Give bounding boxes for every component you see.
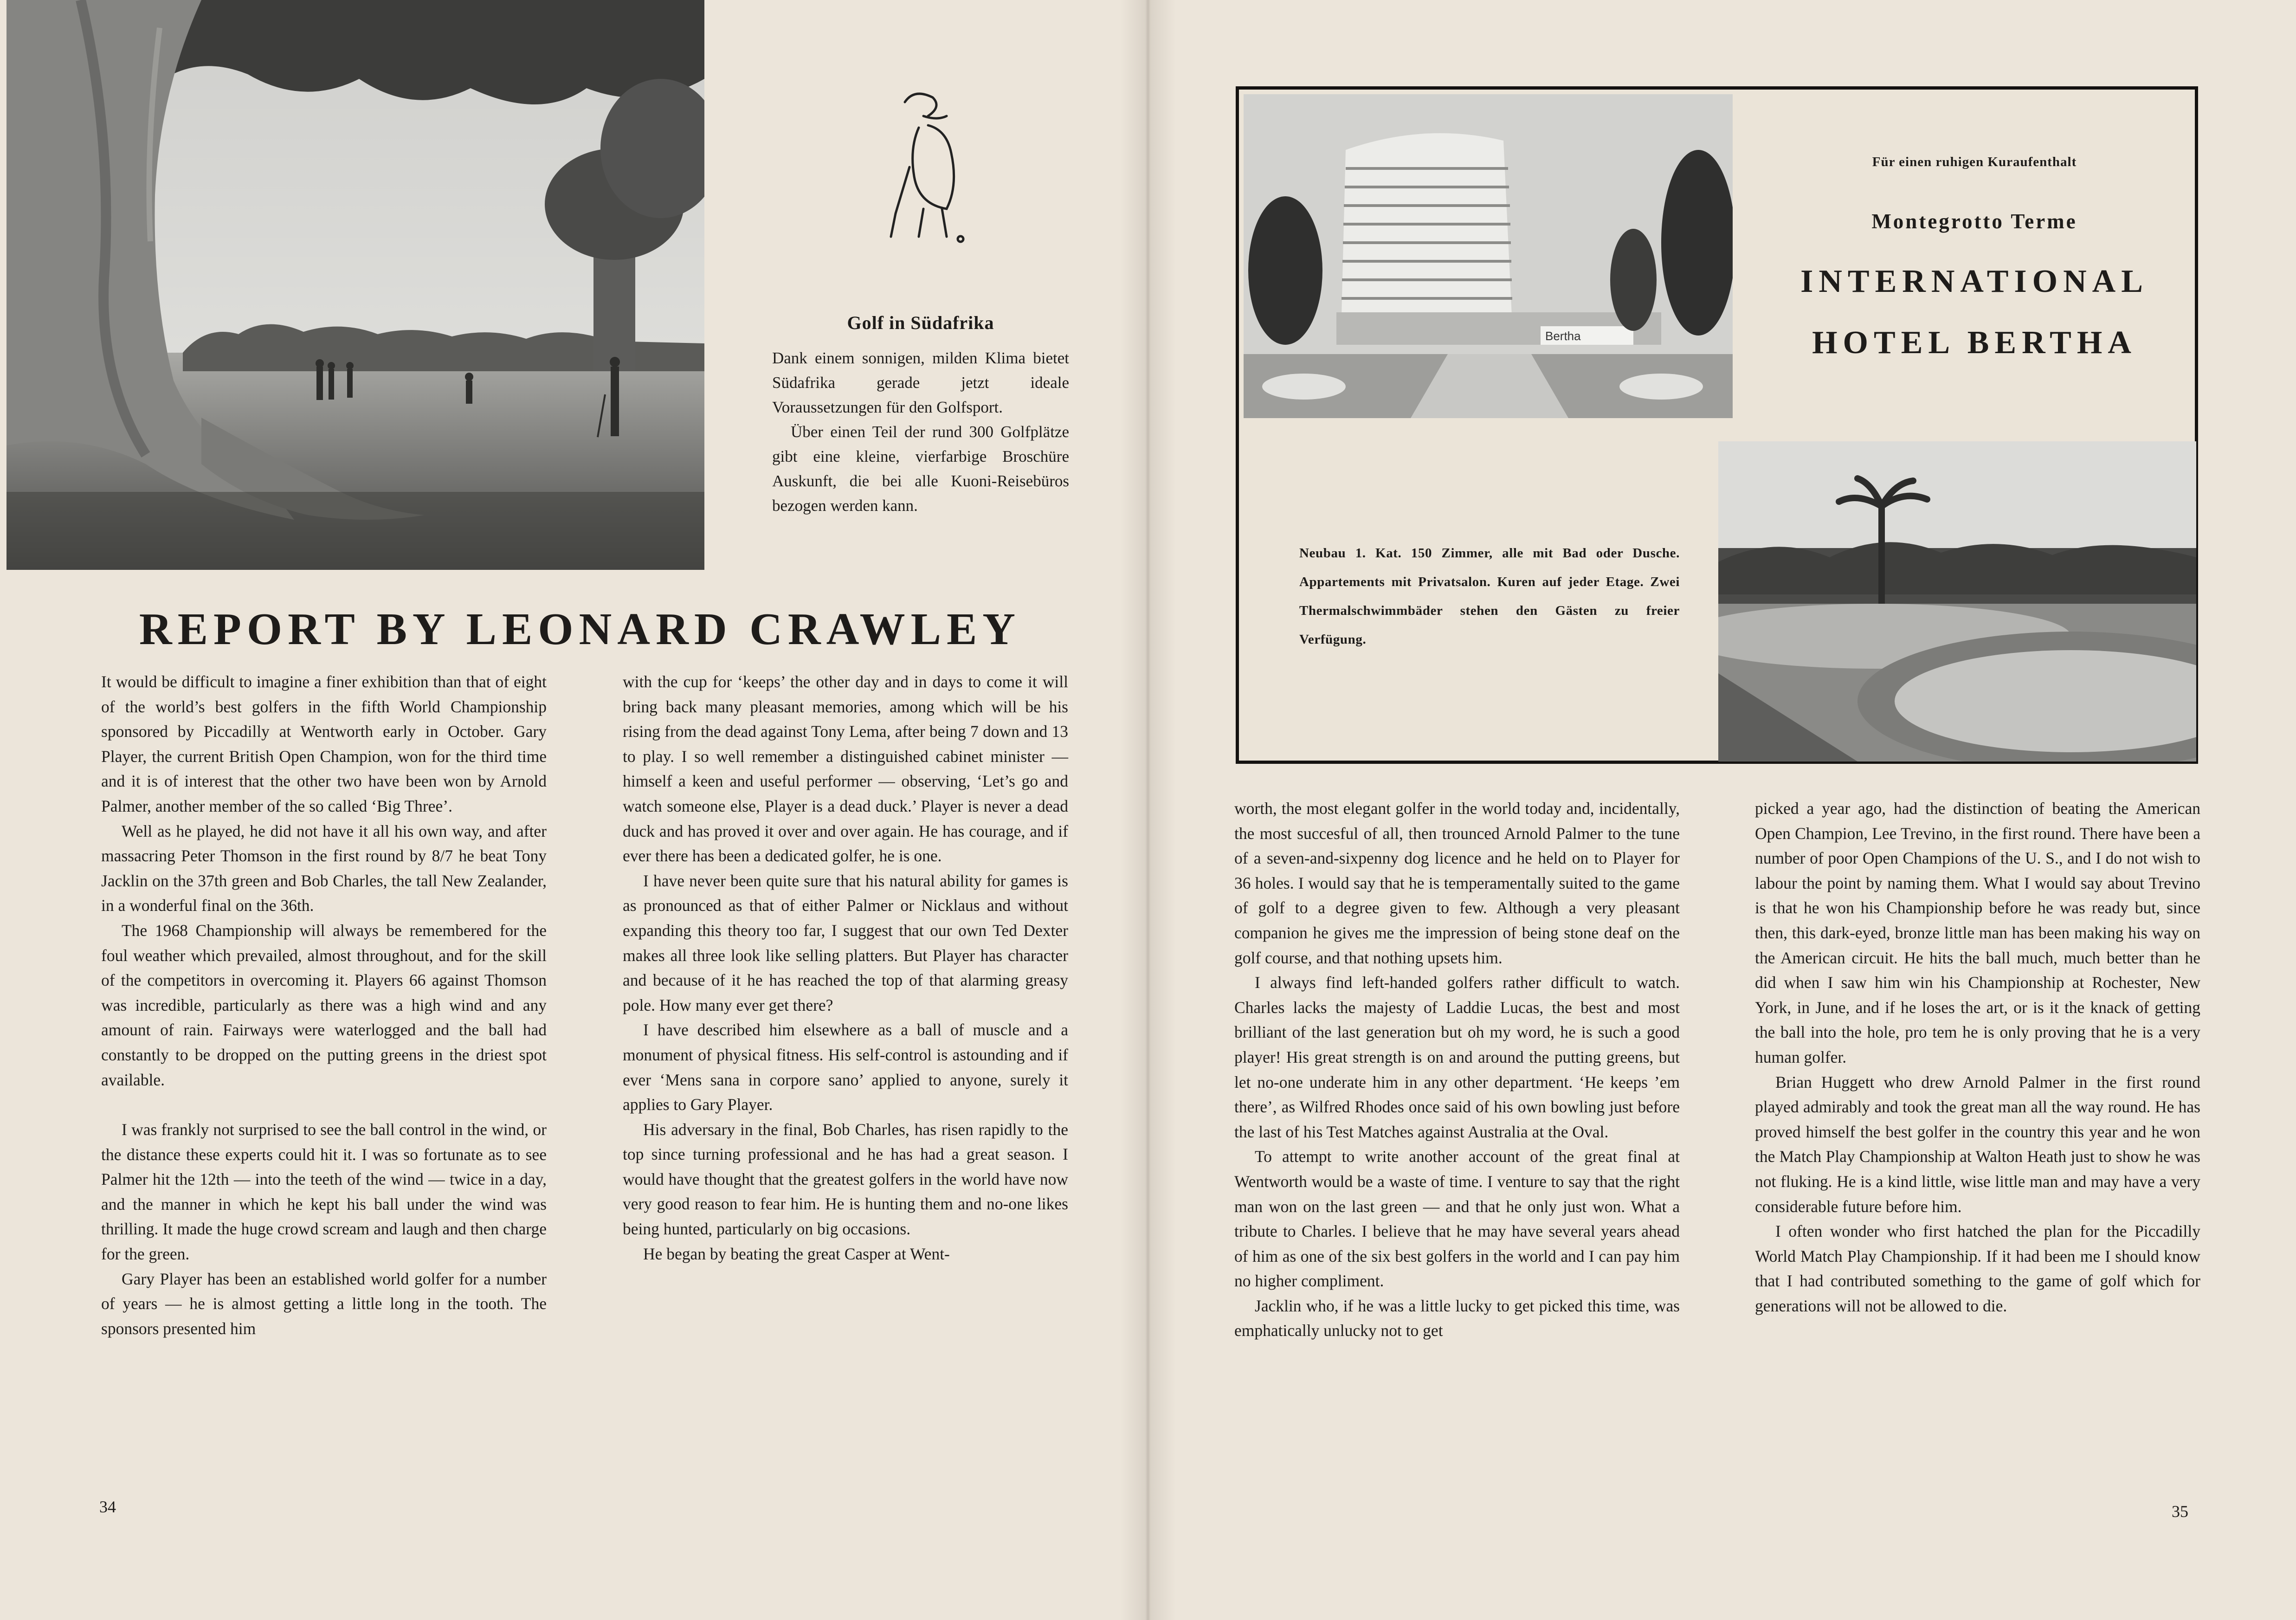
paragraph: It would be difficult to imagine a finer exhibition than that of eight of the world’s best golfers in the fifth World Championship sponsored by Piccadilly at Wentworth early in October. Gary Player, the current British Open Champion, won for the third time and it is of interest that the other two have been won by Arnold Palmer, another member of the so called ‘Big Three’. [101, 672, 547, 815]
article-headline: REPORT BY LEONARD CRAWLEY [139, 604, 1021, 654]
paragraph: I have never been quite sure that his natural ability for games is as pronounced as that of either Palmer or Nicklaus and without expanding this theory too far, I suggest that our own Ted Dexter makes all three look like selling platters. But Player has character and because of it he has reached the top of that alarming greasy pole. How many ever get there? [623, 871, 1068, 1014]
article-column-1 [101, 670, 547, 1341]
sidebar-title: Golf in Südafrika [847, 312, 994, 333]
hotel-building-photo [1244, 94, 1733, 418]
paragraph: I always find left-handed golfers rather difficult to watch. Charles lacks the majesty of Laddie Lucas, the best and most brilliant of the last generation but oh my word, he is such a good player! His great strength is on and around the putting greens, but let no-one underate him in any other department. ‘He keeps ’em there’, as Wilfred Rhodes once said of his own bowling just before the last of his Test Matches against Australia at the Oval. [1234, 973, 1680, 1141]
page-number-right: 35 [2172, 1502, 2188, 1521]
paragraph: Brian Huggett who drew Arnold Palmer in the first round played admirably and took the great man all the way round. He has proved himself the best golfer in the country this year and he won the Match Play Championship at Walton Heath just to show he was not fluking. He is a kind little, wise little man and may have a very considerable future before him. [1755, 1072, 2200, 1216]
hotel-sign: Bertha [1545, 329, 1581, 343]
thermal-pool-photo [1718, 441, 2196, 762]
article-column-3 [1234, 796, 1680, 1343]
page-number-left: 34 [99, 1497, 116, 1516]
hotel-name-line-1: INTERNATIONAL [1800, 264, 2148, 299]
golf-south-africa-sidebar [772, 312, 1069, 518]
paragraph: To attempt to write another account of the great final at Wentworth would be a waste of time. I venture to say that the right man won on the last green — and that he only just won. What a tribute to Charles. I believe that he may have several years ahead of him as one of the six best golfers in the world and I can pay him no higher compliment. [1234, 1147, 1680, 1291]
paragraph: Jacklin who, if he was a little lucky to get picked this time, was emphatically unlucky not to get [1234, 1296, 1680, 1340]
paragraph: Well as he played, he did not have it all his own way, and after massacring Peter Thomson in the first round by 8/7 he beat Tony Jacklin on the 37th green and Bob Charles, the tall New Zealander, in a wonderful final on the 36th. [101, 821, 547, 915]
golfer-cartoon-icon [877, 84, 988, 251]
paragraph: He began by beating the great Casper at Went- [643, 1244, 950, 1263]
paragraph: His adversary in the final, Bob Charles, has risen rapidly to the top since turning professional and he has had a great season. I would have thought that the greatest golfers in the world have now very good reason to fear him. He is hunting them and no-one likes being hunted, particularly on big occasions. [623, 1120, 1068, 1239]
paragraph: The 1968 Championship will always be remembered for the foul weather which prevailed, almost throughout, and for the skill of the competitors in overcoming it. Players 66 against Thomson was incredible, particularly as there was a high wind and any amount of rain. Fairways were waterlogged and the ball had constantly to be dropped on the putting greens in the driest spot available. [101, 921, 547, 1089]
paragraph: I have described him elsewhere as a ball of muscle and a monument of physical fitness. His self-control is astounding and if ever ‘Mens sana in corpore sano’ applied to anyone, surely it applies to Gary Player. [623, 1020, 1068, 1114]
sidebar-paragraph: Dank einem sonnigen, milden Klima bietet Südafrika gerade jetzt ideale Voraussetzungen für den Golfsport. [772, 349, 1069, 416]
paragraph: I was frankly not surprised to see the ball control in the wind, or the distance these experts could hit it. I was so fortunate as to see Palmer hit the 12th — into the teeth of the wind — twice in a day, and the manner in which he kept his ball under the wind was thrilling. It made the huge crowd scream and laugh and then charge for the green. [101, 1120, 547, 1264]
ad-description: Neubau 1. Kat. 150 Zimmer, alle mit Bad oder Dusche. Appartements mit Privatsalon. Kuren auf jeder Etage. Zwei Thermalschwimmbäder stehen den Gästen zu freier Verfügung. [1299, 546, 1680, 647]
paragraph: Gary Player has been an established world golfer for a number of years — he is almost getting a little long in the tooth. The sponsors presented him [101, 1269, 547, 1338]
hotel-name-line-2: HOTEL BERTHA [1812, 325, 2137, 361]
paragraph: with the cup for ‘keeps’ the other day and in days to come it will bring back many pleasant memories, among which will be his rising from the dead against Tony Lema, after being 7 down and 13 to play. I so well remember a distinguished cabinet minister — himself a keen and useful performer — observing, ‘Let’s go and watch someone else, Player is a dead duck.’ Player is never a dead duck and has proved it over and over again. He has courage, and if ever there has been a dedicated golfer, he is one. [623, 672, 1068, 865]
golf-course-photo [6, 0, 704, 570]
ad-location: Montegrotto Terme [1871, 210, 2077, 233]
hotel-bertha-advertisement [1236, 86, 2198, 764]
paragraph: worth, the most elegant golfer in the world today and, incidentally, the most succesful of all, then trounced Arnold Palmer to the tune of a seven-and-sixpenny dog licence and he held on to Player for 36 holes. I would say that he is temperamentally suited to the game of golf to a degree given to few. Although a very pleasant companion he gives me the impression of being stone deaf on the golf course, and that nothing upsets him. [1234, 799, 1680, 967]
sidebar-paragraph: Über einen Teil der rund 300 Golfplätze gibt eine kleine, vierfarbige Broschüre Auskunft, die bei alle Kuoni-Reisebüros bezogen werden kann. [772, 423, 1069, 515]
ad-kicker: Für einen ruhigen Kuraufenthalt [1872, 155, 2077, 169]
paragraph: I often wonder who first hatched the plan for the Piccadilly World Match Play Championship. If it had been me I should know that I had contributed something to the game of golf which for generations will not be allowed to die. [1755, 1222, 2200, 1315]
article-column-4 [1755, 796, 2200, 1318]
binding-gutter [1120, 0, 1176, 1620]
article-column-2 [623, 670, 1068, 1266]
paragraph: picked a year ago, had the distinction of beating the American Open Champion, Lee Trevino, in the first round. There have been a number of poor Open Champions of the U. S., and I do not wish to labour the point by naming them. What I would say about Trevino is that he won his Championship before he was ready but, since then, this dark-eyed, bronze little man has been making his way on the American circuit. He hits the ball much, much better than he did when I saw him win his Championship at Rochester, New York, in June, and if he loses the art, or is it the knack of getting the ball into the hole, pro tem he is only proving that he is a very human golfer. [1755, 799, 2200, 1066]
